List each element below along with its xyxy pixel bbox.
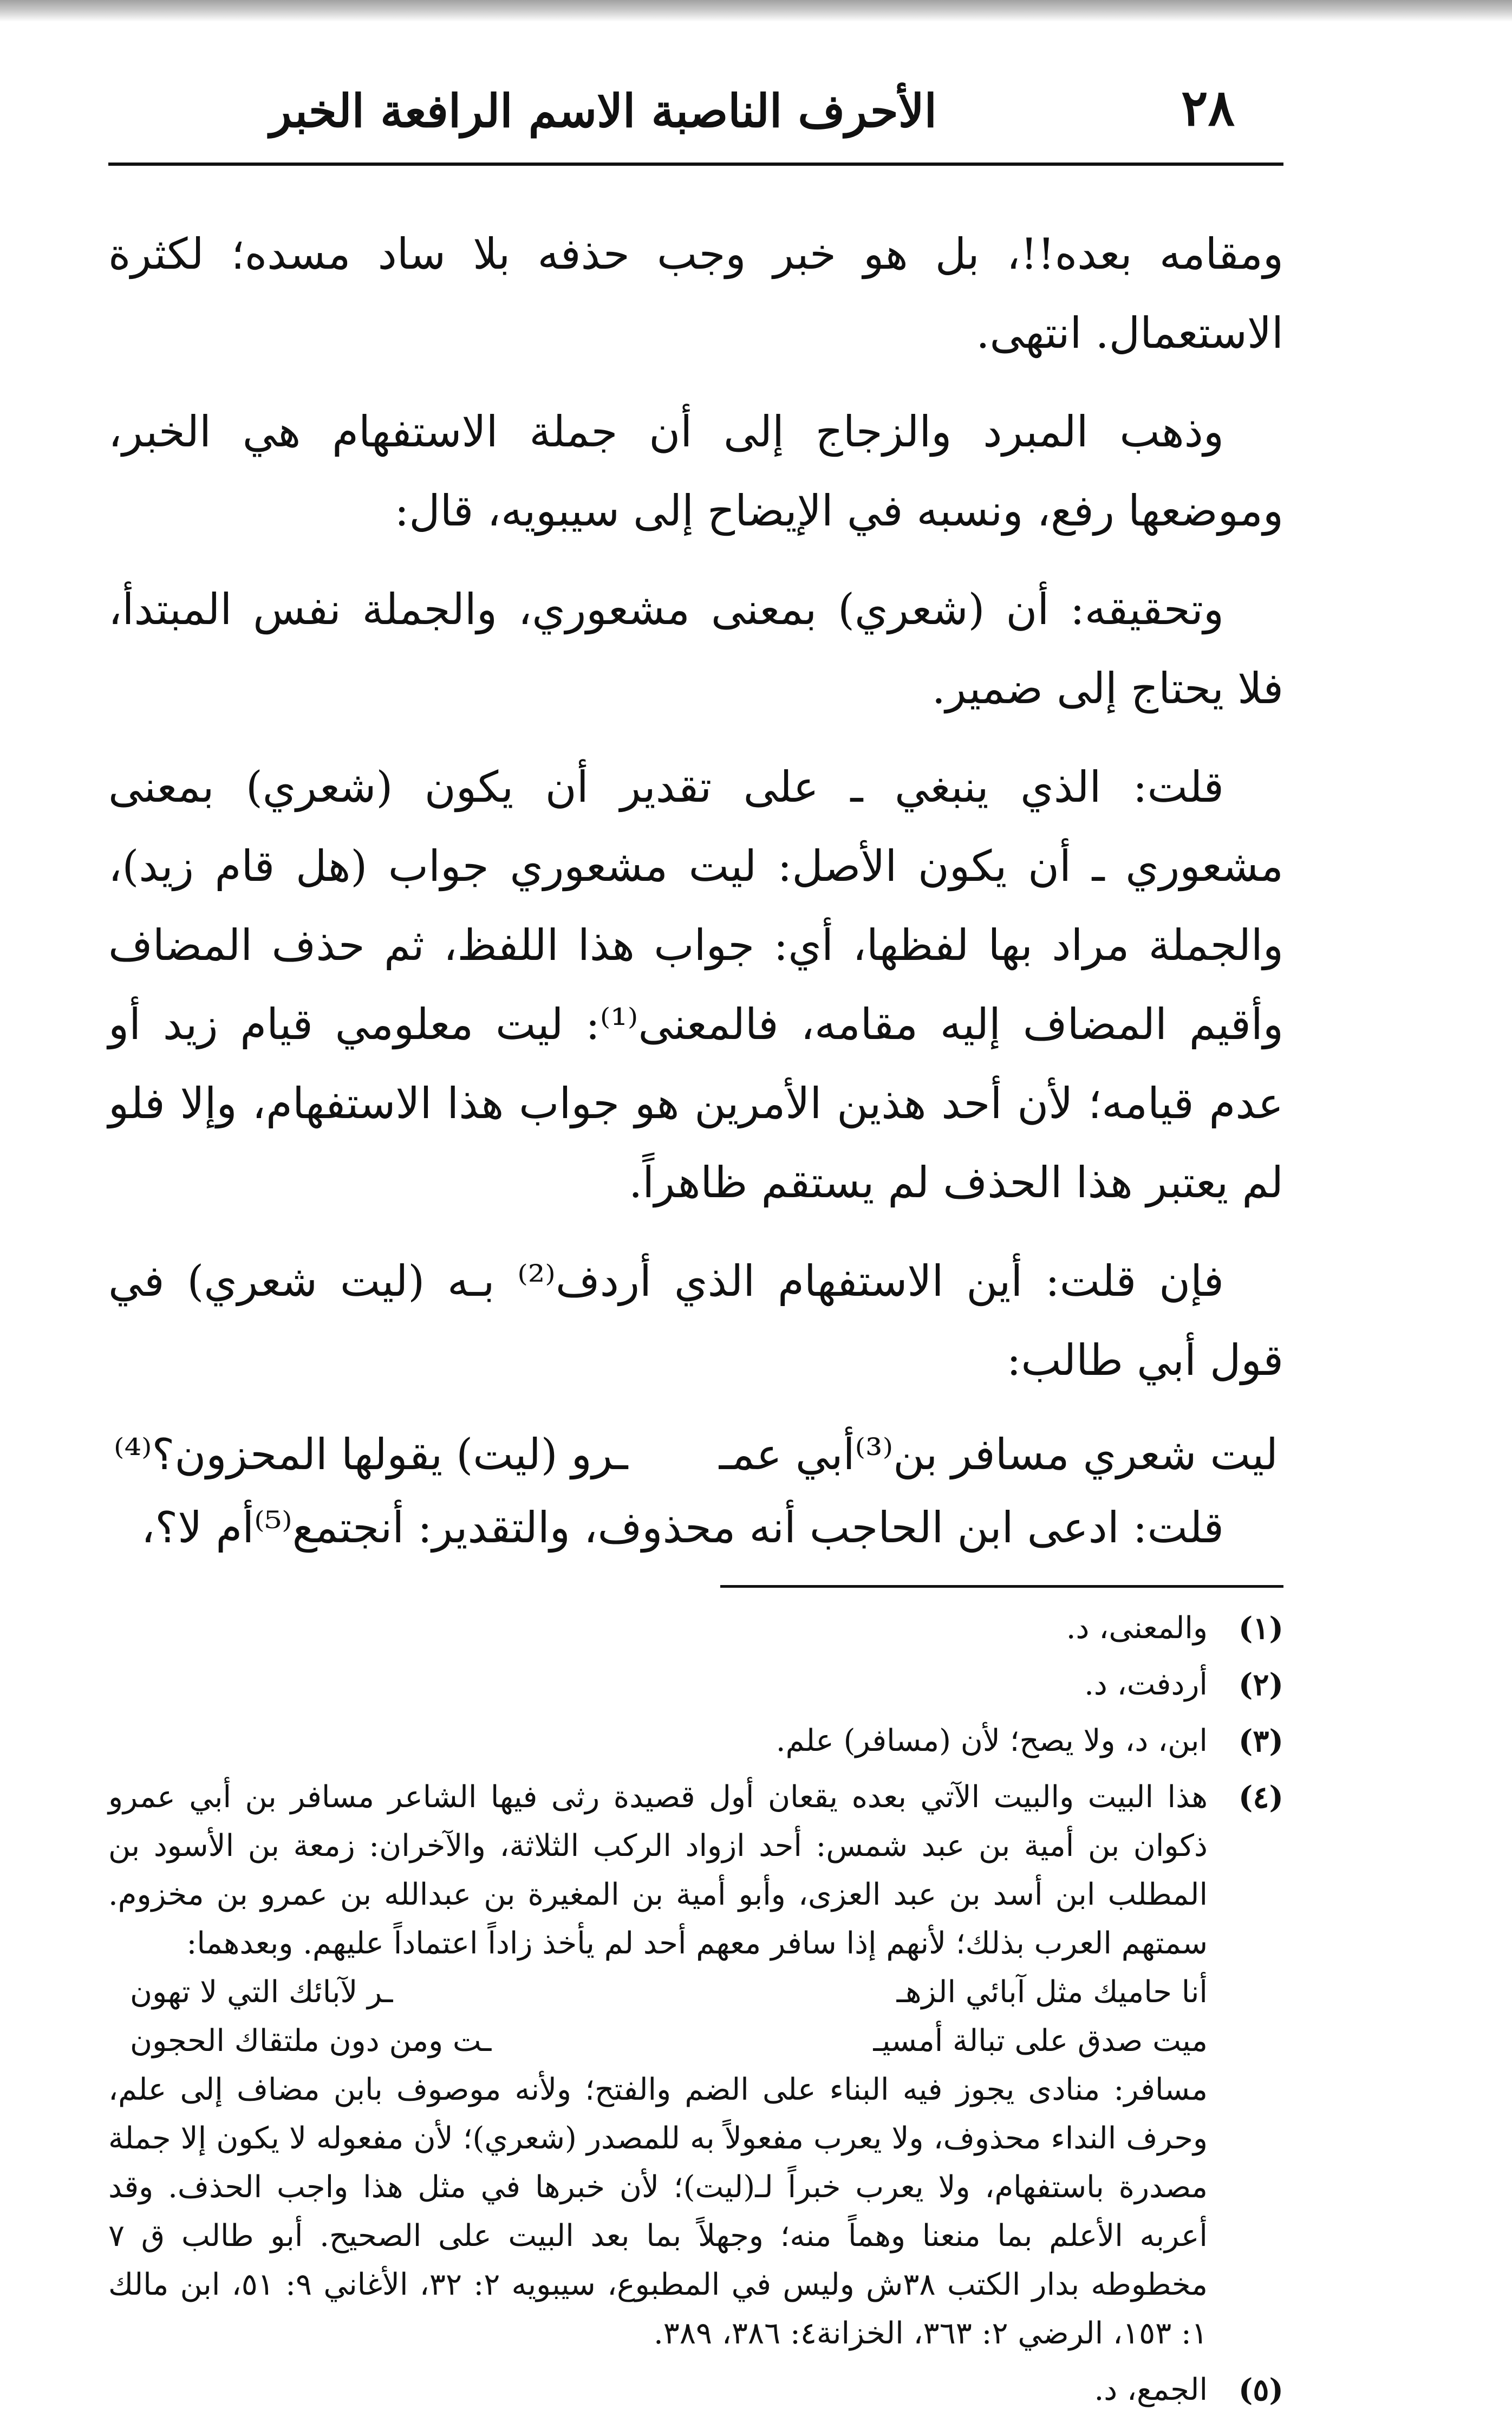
footnote-4: [108, 1773, 1283, 2358]
paragraph-1: ومقامه بعده!!، بل هو خبر وجب حذفه بلا ساد مسده؛ لكثرة الاستعمال. انتهى.: [108, 229, 1283, 358]
paragraph-4: قلت: الذي ينبغي ـ على تقدير أن يكون (شعري) بمعنى مشعوري ـ أن يكون الأصل: ليت مشعوري جواب (هل قام زيد)، والجملة مراد بها لفظها، أي: جواب هذا اللفظ، ثم حذف المضاف وأقيم المضاف إليه مقامه، فالمعنى⁽¹⁾: ليت معلومي قيام زيد أو عدم قيامه؛ لأن أحد هذين الأمرين هو جواب هذا الاستفهام، وإلا فلو لم يعتبر هذا الحذف لم يستقم ظاهراً.: [108, 762, 1283, 1207]
footnote-text: والمعنى، د.: [1066, 1611, 1208, 1646]
footnote-verse-2-second: ـت ومن دون ملتقاك الحجون: [130, 2023, 492, 2059]
footnote-number: (٣): [1238, 1723, 1283, 1759]
footnote-verse-2-first: ميت صدق على تبالة أمسيـ: [873, 2023, 1208, 2059]
main-text: [108, 215, 1283, 1566]
footnote-number: (٥): [1238, 2372, 1283, 2408]
verse-first-hemistich: ليت شعري مسافر بن⁽³⁾أبي عمـ: [719, 1430, 1278, 1479]
footnote-number: (٢): [1238, 1667, 1283, 1703]
footnote-2: [108, 1660, 1283, 1709]
footnote-verse-1-second: ـر لآبائك التي لا تهون: [130, 1975, 393, 2010]
page-number: ٢٨: [1181, 79, 1235, 137]
footnote-text: [108, 1773, 1208, 2358]
footnote-number: (١): [1238, 1611, 1283, 1646]
footnote-text: ابن، د، ولا يصح؛ لأن (مسافر) علم.: [775, 1723, 1208, 1758]
verse-second-hemistich: ـرو (ليت) يقولها المحزون؟⁽⁴⁾: [114, 1430, 628, 1479]
footnote-4-commentary: مسافر: منادى يجوز فيه البناء على الضم والفتح؛ ولأنه موصوف بابن مضاف إلى علم، وحرف النداء محذوف، ولا يعرب مفعولاً به للمصدر (شعري)؛ لأن مفعوله لا يكون إلا جملة مصدرة باستفهام، ولا يعرب خبراً لـ(ليت)؛ لأن خبرها في مثل هذا واجب الحذف. وقد أعربه الأعلم بما منعنا وهماً منه؛ وجهلاً بما بعد البيت على الصحيح. أبو طالب ق ٧ مخطوطه بدار الكتب ٣٨ش وليس في المطبوع، سيبويه ٢: ٣٢، الأغاني ٩: ٥١، ابن مالك ١: ١٥٣، الرضي ٢: ٣٦٣، الخزانة٤: ٣٨٦، ٣٨٩.: [108, 2072, 1208, 2351]
paragraph-5: فإن قلت: أين الاستفهام الذي أردف⁽²⁾ بـه (ليت شعري) في قول أبي طالب:: [108, 1256, 1283, 1385]
footnote-verse-1: [108, 1968, 1208, 2017]
footnote-1: [108, 1604, 1283, 1653]
running-title: الأحرف الناصبة الاسم الرافعة الخبر: [270, 84, 937, 138]
footnote-divider: [720, 1585, 1283, 1588]
footnote-number: (٤): [1238, 1780, 1283, 1815]
paragraph-6: قلت: ادعى ابن الحاجب أنه محذوف، والتقدير: أنجتمع⁽⁵⁾أم لا؟،: [141, 1503, 1224, 1553]
paragraph-2: وذهب المبرد والزجاج إلى أن جملة الاستفهام هي الخبر، وموضعها رفع، ونسبه في الإيضاح إلى سيبويه، قال:: [108, 407, 1283, 536]
footnote-4-intro: هذا البيت والبيت الآتي بعده يقعان أول قصيدة رثى فيها الشاعر مسافر بن أبي عمرو ذكوان بن أمية بن عبد شمس: أحد ازواد الركب الثلاثة، والآخران: زمعة بن الأسود بن المطلب ابن أسد بن عبد العزى، وأبو أمية بن المغيرة بن عبدالله بن عمرو بن مخزوم. سمتهم العرب بذلك؛ لأنهم إذا سافر معهم أحد لم يأخذ زاداً اعتماداً عليهم. وبعدهما:: [108, 1780, 1208, 1961]
footnote-text: أردفت، د.: [1084, 1667, 1208, 1702]
footnote-3: [108, 1717, 1283, 1765]
page-header: [108, 60, 1283, 166]
paragraph-3: وتحقيقه: أن (شعري) بمعنى مشعوري، والجملة نفس المبتدأ، فلا يحتاج إلى ضمير.: [108, 585, 1283, 713]
footnote-verse-2: [108, 2017, 1208, 2066]
footnotes: [108, 1604, 1283, 2414]
book-page: [108, 60, 1283, 2422]
footnote-verse-1-first: أنا حاميك مثل آبائي الزهـ: [896, 1975, 1208, 2010]
scan-edge-shadow: [0, 0, 1512, 22]
footnote-text: الجمع، د.: [1094, 2372, 1208, 2407]
footnote-5: [108, 2366, 1283, 2414]
poetry-verse: [108, 1419, 1283, 1490]
